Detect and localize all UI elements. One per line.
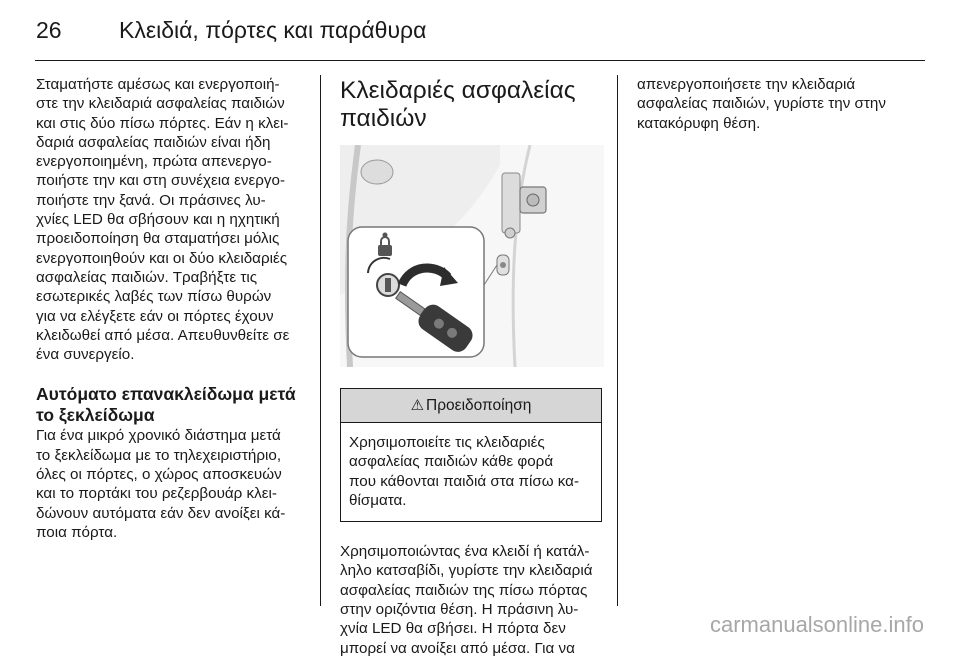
heading-line: Αυτόματο επανακλείδωμα μετά <box>36 384 296 405</box>
text-line: προειδοποίηση θα σταματήσει μόλις <box>36 230 280 248</box>
heading-line: το ξεκλείδωμα <box>36 405 155 426</box>
text-line: δαριά ασφαλείας παιδιών είναι ήδη <box>36 133 271 151</box>
text-line: ασφαλείας παιδιών. Τραβήξτε τις <box>36 268 258 286</box>
column-2 <box>340 75 604 658</box>
column-3 <box>637 75 923 133</box>
text-line: για να ελέγξετε εάν οι πόρτες έχουν <box>36 307 274 325</box>
warning-title: Προειδοποίηση <box>426 397 532 414</box>
title-line: παιδιών <box>340 105 427 132</box>
text-line: κατακόρυφη θέση. <box>637 114 761 132</box>
child-lock-instructions <box>340 542 604 658</box>
text-line: χνία LED θα σβήσει. Η πόρτα δεν <box>340 620 566 638</box>
text-line: δώνουν αυτόματα εάν δεν ανοίξει κά- <box>36 504 286 522</box>
text-line: ενεργοποιηθούν και οι δύο κλειδαριές <box>36 249 288 267</box>
chapter-title: Κλειδιά, πόρτες και παράθυρα <box>119 17 427 43</box>
column-divider-left <box>320 75 321 606</box>
intro-paragraph <box>36 75 302 364</box>
text-line: χνίες LED θα σβήσουν και η ηχητική <box>36 211 280 229</box>
text-line: κλειδωθεί από μέσα. Απευθυνθείτε σε <box>36 326 290 344</box>
text-line: όλες οι πόρτες, ο χώρος αποσκευών <box>36 466 282 484</box>
section-title <box>340 77 604 133</box>
text-line: Για ένα μικρό χρονικό διάστημα μετά <box>36 427 281 445</box>
text-line: Χρησιμοποιείτε τις κλειδαριές <box>349 434 545 451</box>
text-line: ληλο κατσαβίδι, γυρίστε την κλειδαριά <box>340 562 593 580</box>
text-line: ποια πόρτα. <box>36 523 118 541</box>
text-line: ασφαλείας παιδιών, γυρίστε την στην <box>637 95 886 113</box>
warning-triangle-icon: ⚠ <box>410 397 425 414</box>
auto-relock-paragraph <box>36 426 302 542</box>
column-divider-right <box>617 75 618 606</box>
text-line: μπορεί να ανοίξει από μέσα. Για να <box>340 639 575 657</box>
text-line: εσωτερικές λαβές των πίσω θυρών <box>36 288 272 306</box>
text-line: που κάθονται παιδιά στα πίσω κα- <box>349 472 580 490</box>
text-line: και στις δύο πίσω πόρτες. Εάν η κλει- <box>36 114 289 132</box>
warning-body <box>341 423 601 521</box>
text-line: ποιήστε την ξανά. Οι πράσινες λυ- <box>36 191 266 209</box>
text-line: το ξεκλείδωμα με το τηλεχειριστήριο, <box>36 446 282 464</box>
child-lock-key-illustration <box>340 145 604 367</box>
page-header <box>0 0 960 62</box>
text-line: ενεργοποιημένη, πρώτα απενεργο- <box>36 153 272 171</box>
auto-relock-heading <box>36 384 302 426</box>
text-line: στην οριζόντια θέση. Η πράσινη λυ- <box>340 601 579 619</box>
title-line: Κλειδαριές ασφαλείας <box>340 77 576 104</box>
text-line: στε την κλειδαριά ασφαλείας παιδιών <box>36 95 285 113</box>
watermark: carmanualsonline.info <box>709 612 924 637</box>
column-1 <box>36 75 302 542</box>
page-number: 26 <box>36 17 62 43</box>
text-line: απενεργοποιήσετε την κλειδαριά <box>637 76 856 93</box>
text-line: και το πορτάκι του ρεζερβουάρ κλει- <box>36 485 277 503</box>
text-line: ποιήστε την και στη συνέχεια ενεργο- <box>36 172 286 190</box>
header-rule <box>35 60 925 61</box>
text-line: ένα συνεργείο. <box>36 346 135 364</box>
text-line: Σταματήστε αμέσως και ενεργοποιή- <box>36 76 280 93</box>
warning-header <box>341 389 601 423</box>
text-line: ασφαλείας παιδιών κάθε φορά <box>349 453 554 471</box>
text-line: Χρησιμοποιώντας ένα κλειδί ή κατάλ- <box>340 543 590 561</box>
warning-box <box>340 388 602 522</box>
text-line: θίσματα. <box>349 491 407 509</box>
text-line: ασφαλείας παιδιών της πίσω πόρτας <box>340 581 588 599</box>
